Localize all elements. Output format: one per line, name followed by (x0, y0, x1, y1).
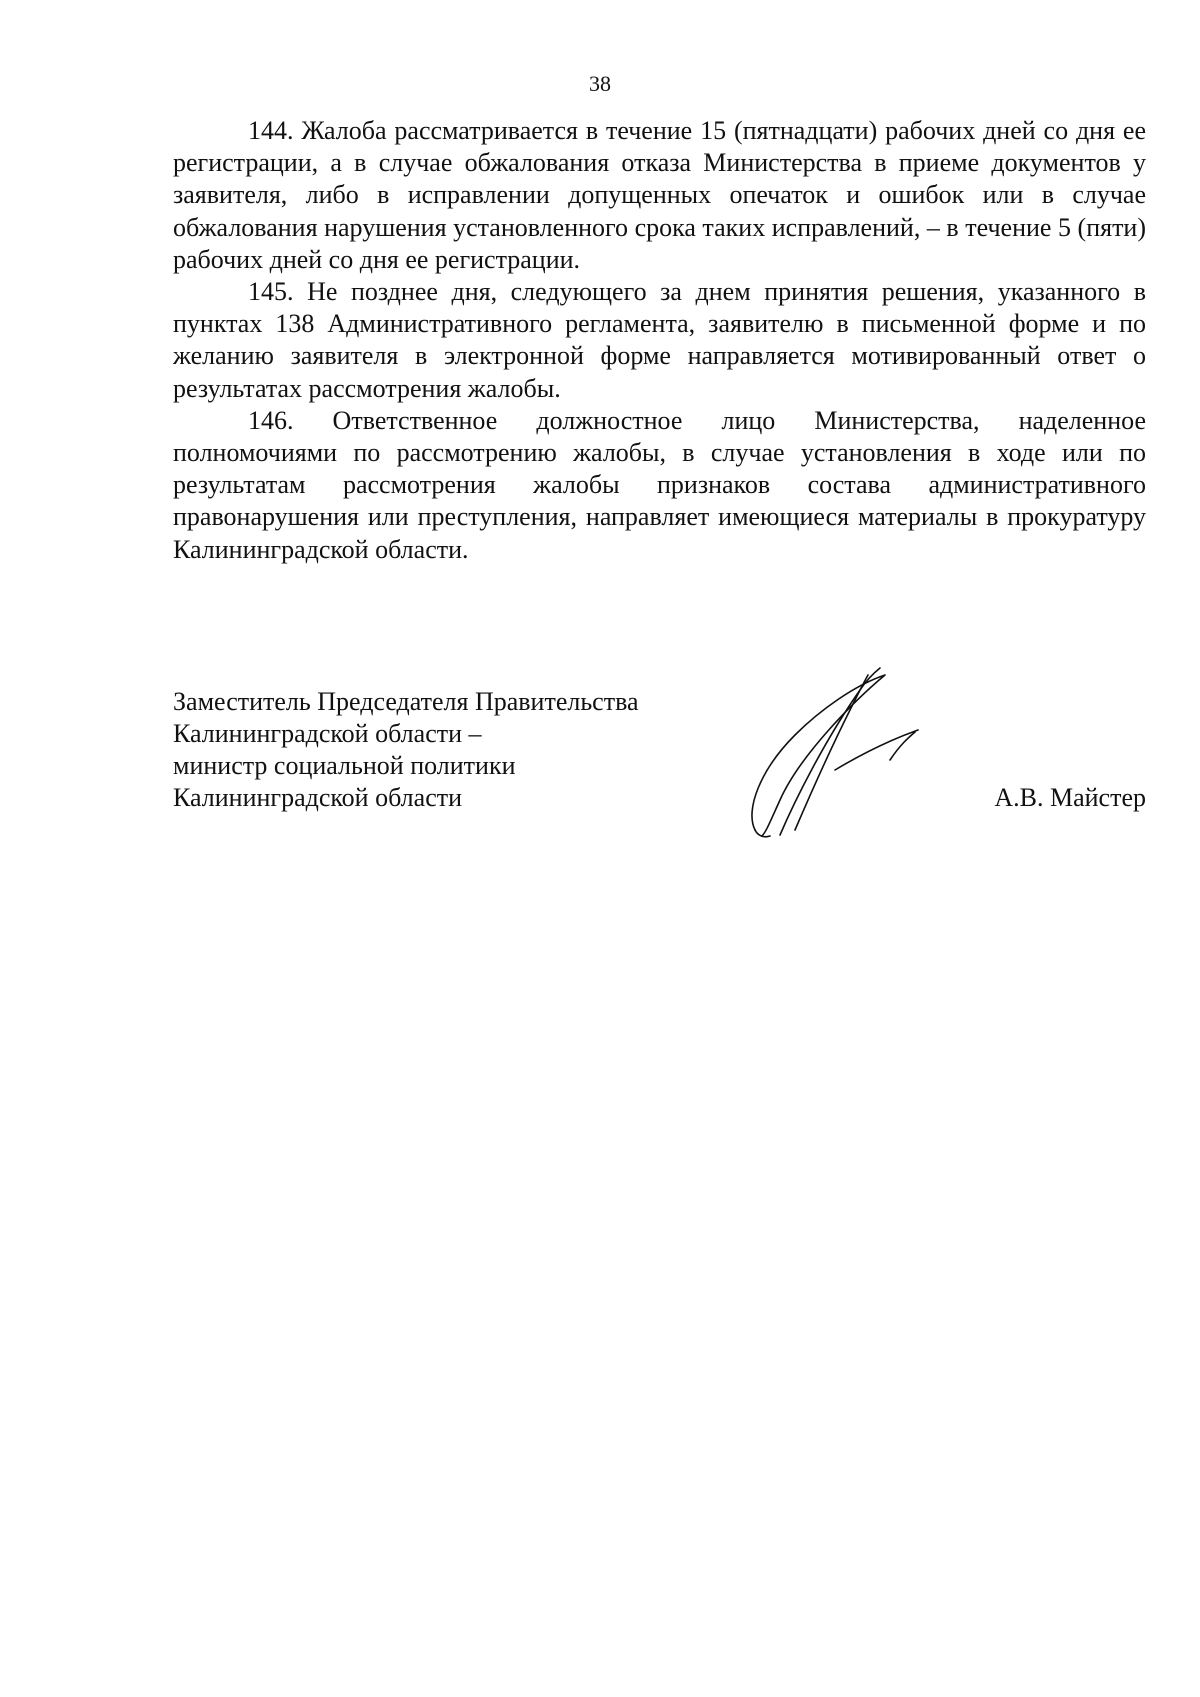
document-body (173, 115, 1146, 566)
paragraph-146: 146. Ответственное должностное лицо Министерства, наделенное полномочиями по рассмотрению жалобы, в случае установления в ходе или по результатам рассмотрения жалобы признаков состава административного правонарушения или преступления, направляет имеющиеся материалы в прокуратуру Калининградской области. (173, 405, 1146, 564)
signatory-title-line: Калининградской области – (173, 719, 482, 748)
page-number: 38 (589, 71, 611, 96)
paragraph-145: 145. Не позднее дня, следующего за днем принятия решения, указанного в пунктах 138 Административного регламента, заявителю в письменной форме и по желанию заявителя в электронной форме направляется мотивированный ответ о результатах рассмотрения жалобы. (173, 277, 1146, 403)
signatory-name: А.В. Майстер (994, 783, 1146, 812)
handwritten-signature (740, 660, 940, 840)
signatory-title-line: Калининградской области (173, 783, 463, 812)
signatory-title-line: Заместитель Председателя Правительства (173, 687, 639, 716)
signature-block (173, 686, 1146, 846)
signatory-title-line: министр социальной политики (173, 751, 516, 780)
paragraph-144: 144. Жалоба рассматривается в течение 15 (пятнадцати) рабочих дней со дня ее регистрации, а в случае обжалования отказа Министерства в приеме документов у заявителя, либо в исправлении допущенных опечаток и ошибок или в случае обжалования нарушения установленного срока таких исправлений, – в течение 5 (пяти) рабочих дней со дня ее регистрации. (173, 116, 1146, 274)
signatory-title (173, 686, 773, 814)
